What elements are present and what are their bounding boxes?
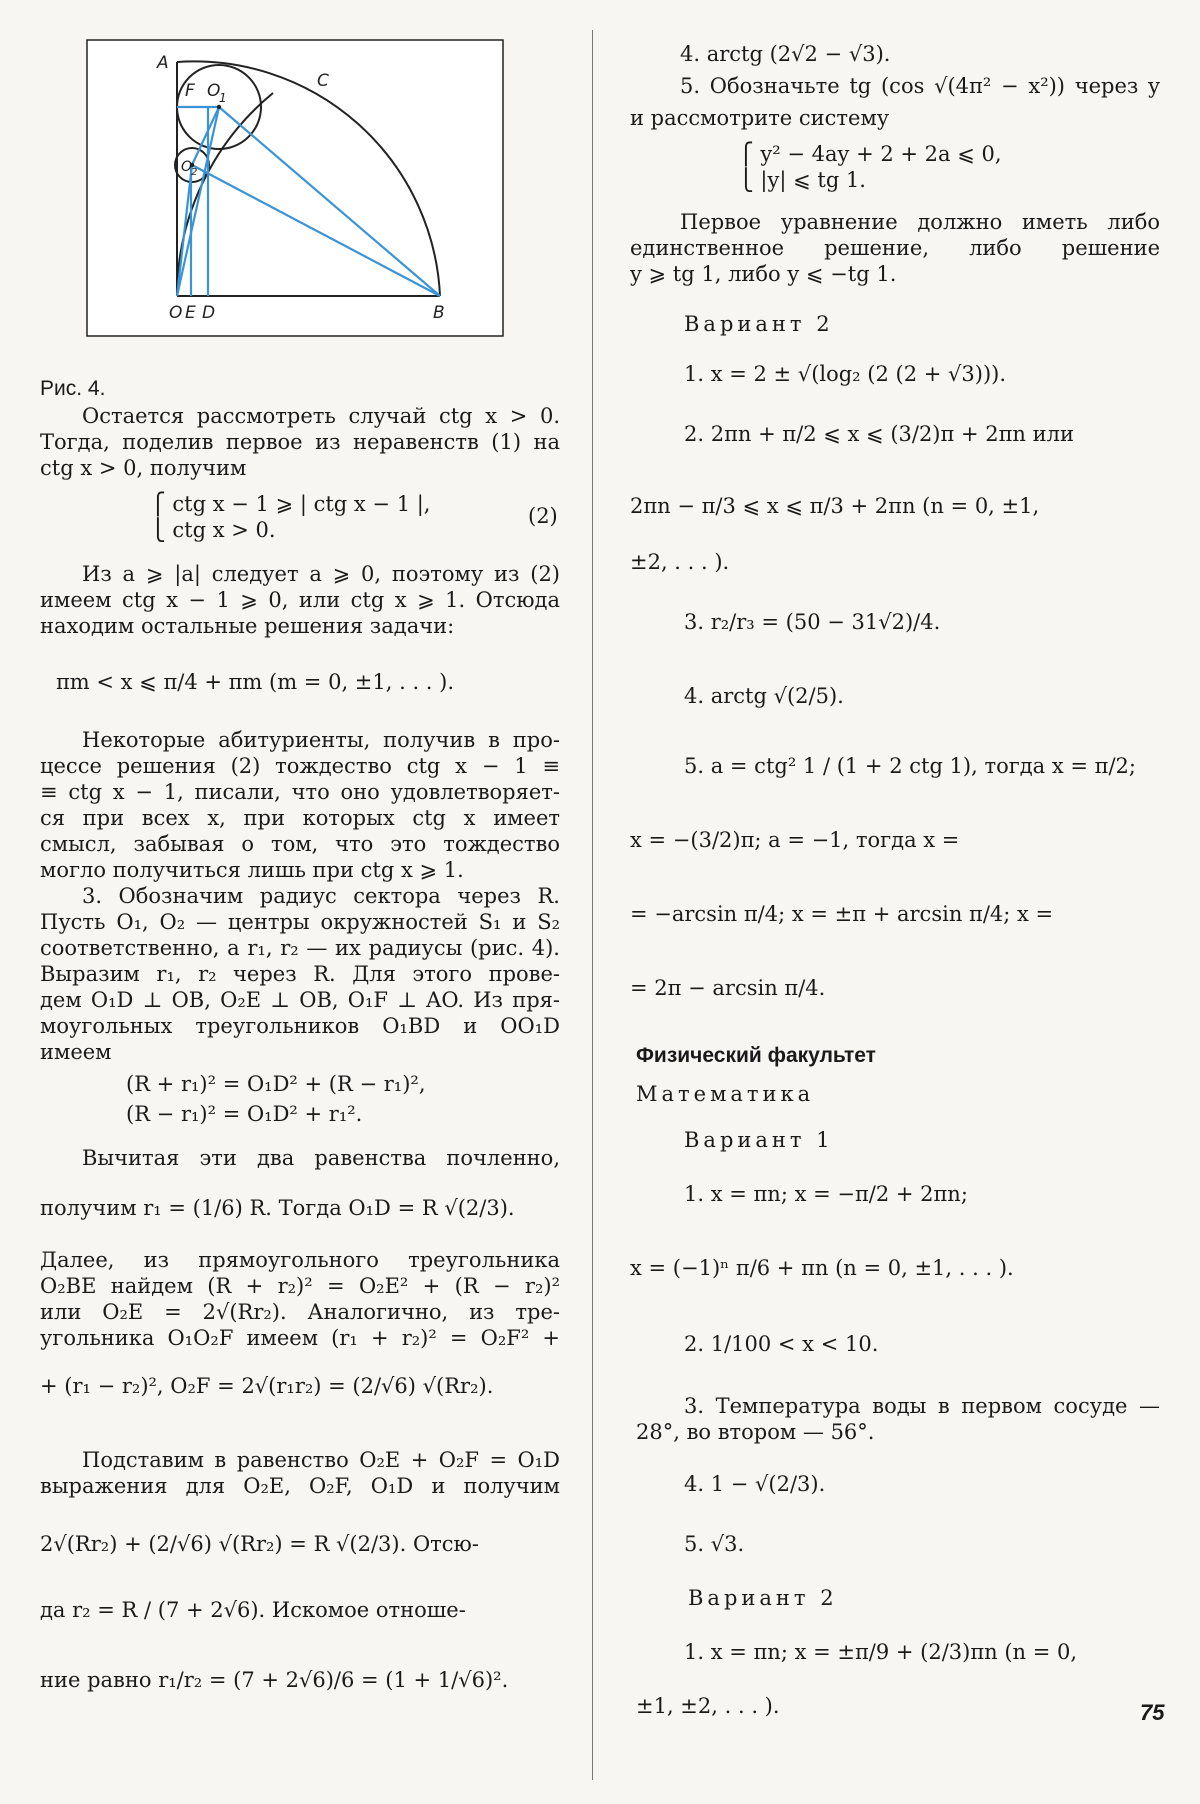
answer-line: 4. arctg (2√2 − √3). [680, 42, 891, 66]
figure-caption: Рис. 4. [40, 377, 106, 400]
answer-line: и рассмотрите систему [630, 106, 890, 130]
answer-line: Первое уравнение должно иметь либо [680, 210, 1160, 234]
answer-line: 5. √3. [684, 1532, 745, 1556]
label-o2: O [181, 159, 193, 175]
label-f: F [185, 81, 195, 101]
paragraph-line: Подставим в равенство O₂E + O₂F = O₁D [82, 1448, 560, 1472]
subject-heading: Математика [636, 1082, 815, 1106]
paragraph-line: ≡ ctg x − 1, писали, что оно удовлетворяет- [40, 780, 560, 804]
formula-line: ⎩ ctg x > 0. [150, 518, 276, 542]
answer-line: 28°, во втором — 56°. [636, 1420, 875, 1444]
answer-line: 2. 1/100 < x < 10. [684, 1332, 879, 1356]
formula-line: ⎧ y² − 4ay + 2 + 2a ⩽ 0, [738, 142, 1002, 166]
paragraph-line: могло получиться лишь при ctg x ⩾ 1. [40, 858, 464, 882]
paragraph-line: Пусть O₁, O₂ — центры окружностей S₁ и S₂ [40, 910, 560, 934]
answer-line: 5. a = ctg² 1 / (1 + 2 ctg 1), тогда x = π/2; [684, 754, 1136, 778]
paragraph-line: Остается рассмотреть случай ctg x > 0. [82, 404, 560, 428]
paragraph-line: дем O₁D ⊥ OB, O₂E ⊥ OB, O₁F ⊥ AO. Из пря- [40, 988, 560, 1012]
figure-4-diagram [85, 38, 505, 338]
paragraph-line: смысл, забывая о том, что это тождество [40, 832, 560, 856]
paragraph-line: выражения для O₂E, O₂F, O₁D и получим [40, 1474, 560, 1498]
paragraph-line: имеем ctg x − 1 ⩾ 0, или ctg x ⩾ 1. Отсюда [40, 588, 560, 612]
answer-line: 4. 1 − √(2/3). [684, 1472, 826, 1496]
paragraph-line: ctg x > 0, получим [40, 456, 247, 480]
page-number: 75 [1140, 1700, 1165, 1725]
answer-line: y ⩾ tg 1, либо y ⩽ −tg 1. [630, 262, 897, 286]
label-b: B [433, 303, 445, 323]
paragraph-line: Тогда, поделив первое из неравенств (1) на [40, 430, 560, 454]
paragraph-line: имеем [40, 1040, 112, 1064]
label-o2-sub: 2 [191, 167, 198, 178]
answer-line: 1. x = πn; x = −π/2 + 2πn; [684, 1182, 968, 1206]
answer-line: 2. 2πn + π/2 ⩽ x ⩽ (3/2)π + 2πn или [684, 422, 1074, 446]
answer-line: 4. arctg √(2/5). [684, 684, 844, 708]
variant-heading: Вариант 2 [688, 1586, 838, 1610]
answer-line: ±2, . . . ). [630, 550, 730, 574]
answer-line: 5. Обозначьте tg (cos √(4π² − x²)) через y [680, 74, 1160, 98]
formula-line: πm < x ⩽ π/4 + πm (m = 0, ±1, . . . ). [56, 670, 455, 694]
formula-line: ⎩ |y| ⩽ tg 1. [738, 168, 866, 192]
paragraph-line: угольника O₁O₂F имеем (r₁ + r₂)² = O₂F² + [40, 1326, 560, 1350]
paragraph-line: Некоторые абитуриенты, получив в про- [82, 728, 560, 752]
paragraph-line: Далее, из прямоугольного треугольника [40, 1248, 560, 1272]
paragraph-line: или O₂E = 2√(Rr₂). Аналогично, из тре- [40, 1300, 560, 1324]
formula-line: 2√(Rr₂) + (2/√6) √(Rr₂) = R √(2/3). Отсю- [40, 1532, 479, 1556]
answer-line: = 2π − arcsin π/4. [630, 976, 826, 1000]
answer-line: 3. r₂/r₃ = (50 − 31√2)/4. [684, 610, 941, 634]
answer-line: x = (−1)ⁿ π/6 + πn (n = 0, ±1, . . . ). [630, 1256, 1014, 1280]
column-divider [592, 30, 593, 1780]
label-d: D [202, 303, 216, 323]
paragraph-line: моугольных треугольников O₁BD и OO₁D [40, 1014, 560, 1038]
variant-heading: Вариант 1 [684, 1128, 834, 1152]
paragraph-line: получим r₁ = (1/6) R. Тогда O₁D = R √(2/3). [40, 1196, 515, 1220]
paragraph-line: Вычитая эти два равенства почленно, [82, 1146, 560, 1170]
paragraph-line: Выразим r₁, r₂ через R. Для этого прове- [40, 962, 560, 986]
label-o: O [169, 303, 183, 323]
paragraph-line: O₂BE найдем (R + r₂)² = O₂E² + (R − r₂)² [40, 1274, 560, 1298]
answer-line: единственное решение, либо решение [630, 236, 1160, 260]
answer-line: 1. x = πn; x = ±π/9 + (2/3)πn (n = 0, [684, 1640, 1078, 1664]
paragraph-line: Из a ⩾ |a| следует a ⩾ 0, поэтому из (2) [82, 562, 560, 586]
point-o1 [217, 105, 221, 109]
label-c: C [317, 71, 329, 91]
formula-line: да r₂ = R / (7 + 2√6). Искомое отноше- [40, 1598, 466, 1622]
paragraph-line: + (r₁ − r₂)², O₂F = 2√(r₁r₂) = (2/√6) √(Rr₂). [40, 1374, 494, 1398]
paragraph-line: цессе решения (2) тождество ctg x − 1 ≡ [40, 754, 560, 778]
answer-line: ±1, ±2, . . . ). [636, 1694, 780, 1718]
formula-line: (R − r₁)² = O₁D² + r₁². [126, 1102, 363, 1126]
variant-heading: Вариант 2 [684, 312, 834, 336]
answer-line: 2πn − π/3 ⩽ x ⩽ π/3 + 2πn (n = 0, ±1, [630, 494, 1040, 518]
label-o1: O [207, 81, 221, 101]
paragraph-line: 3. Обозначим радиус сектора через R. [82, 884, 560, 908]
answer-line: x = −(3/2)π; a = −1, тогда x = [630, 828, 960, 852]
faculty-heading: Физический факультет [636, 1044, 876, 1067]
formula-line: ние равно r₁/r₂ = (7 + 2√6)/6 = (1 + 1/√6)². [40, 1668, 509, 1692]
answer-line: 3. Температура воды в первом сосуде — [684, 1394, 1160, 1418]
label-a: A [157, 53, 169, 73]
paragraph-line: соответственно, а r₁, r₂ — их радиусы (рис. 4). [40, 936, 560, 960]
formula-line: ⎧ ctg x − 1 ⩾ | ctg x − 1 |, [150, 492, 431, 516]
answer-line: 1. x = 2 ± √(log₂ (2 (2 + √3))). [684, 362, 1007, 386]
equation-number: (2) [528, 504, 558, 528]
label-o1-sub: 1 [219, 91, 227, 105]
paragraph-line: ся при всех x, при которых ctg x имеет [40, 806, 560, 830]
figure-4 [85, 38, 505, 342]
formula-line: (R + r₁)² = O₁D² + (R − r₁)², [126, 1072, 426, 1096]
paragraph-line: находим остальные решения задачи: [40, 614, 455, 638]
answer-line: = −arcsin π/4; x = ±π + arcsin π/4; x = [630, 902, 1054, 926]
label-e: E [185, 303, 196, 323]
